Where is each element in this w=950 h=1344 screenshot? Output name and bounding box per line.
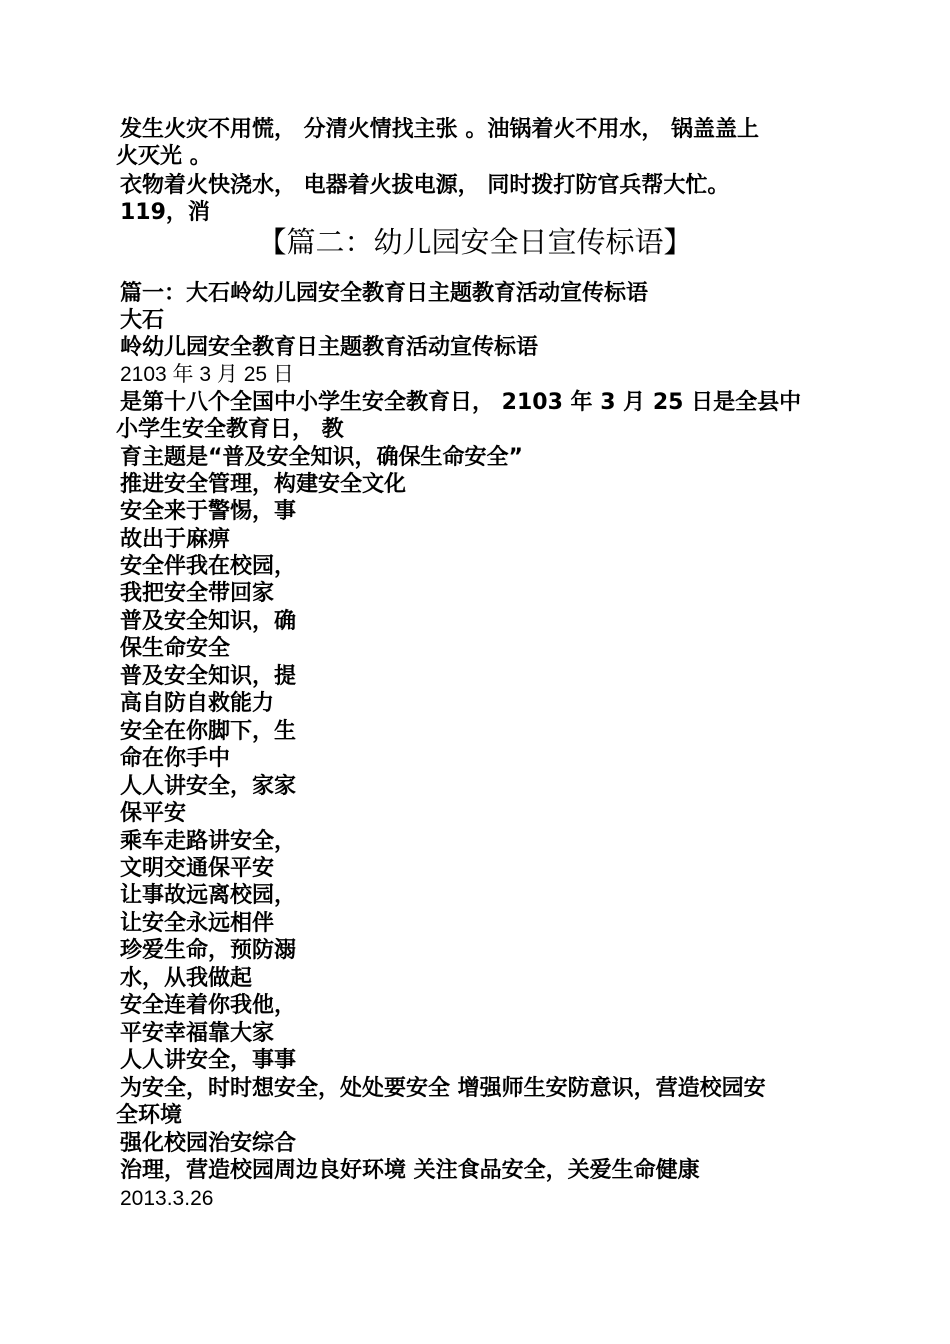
date-line: 2103 年 3 月 25 日 [120, 363, 294, 386]
text-line: 平安幸福靠大家 [120, 1021, 275, 1046]
text-line: 人人讲安全，家家 [120, 774, 297, 799]
text-line: 岭幼儿园安全教育日主题教育活动宣传标语 [120, 335, 539, 360]
text-line: 珍爱生命，预防溺 [120, 938, 297, 963]
date-line: 2013.3.26 [120, 1187, 214, 1210]
text-line: 治理，营造校园周边良好环境 关注食品安全，关爱生命健康 [120, 1158, 700, 1183]
text-line: 是第十八个全国中小学生安全教育日， 2103 年 3 月 25 日是全县中 [120, 390, 802, 415]
text-line: 强化校园治安综合 [120, 1131, 297, 1156]
text-line: 衣物着火快浇水， 电器着火拔电源， 同时拨打防官兵帮大忙。 [120, 173, 730, 198]
text-line: 为安全，时时想安全，处处要安全 增强师生安防意识，营造校园安 [120, 1076, 766, 1101]
text-line: 普及安全知识，提 [120, 664, 297, 689]
text-line: 命在你手中 [120, 746, 231, 771]
text-line: 育主题是“普及安全知识，确保生命安全” [120, 445, 523, 470]
text-line: 故出于麻痹 [120, 527, 231, 552]
text-line: 保平安 [120, 801, 187, 826]
text-line: 高自防自救能力 [120, 691, 275, 716]
text-line: 119，消 [120, 200, 210, 225]
text-line: 保生命安全 [120, 636, 231, 661]
text-line: 推进安全管理，构建安全文化 [120, 472, 407, 497]
text-line: 安全在你脚下，生 [120, 719, 297, 744]
text-line: 全环境 [116, 1103, 183, 1128]
text-line: 安全连着你我他， [120, 993, 297, 1018]
text-line: 我把安全带回家 [120, 581, 275, 606]
text-line: 文明交通保平安 [120, 856, 275, 881]
text-line: 火灭光 。 [116, 144, 212, 169]
text-line: 安全来于警惕，事 [120, 499, 297, 524]
text-line: 大石 [120, 308, 165, 333]
text-line: 安全伴我在校园， [120, 554, 297, 579]
text-line: 普及安全知识，确 [120, 609, 297, 634]
text-line: 篇一：大石岭幼儿园安全教育日主题教育活动宣传标语 [120, 281, 649, 306]
text-line: 水，从我做起 [120, 966, 253, 991]
text-line: 乘车走路讲安全， [120, 829, 297, 854]
section-heading: 【篇二：幼儿园安全日宣传标语】 [257, 225, 693, 259]
text-line: 人人讲安全，事事 [120, 1048, 297, 1073]
text-line: 小学生安全教育日， 教 [116, 417, 344, 442]
text-line: 发生火灾不用慌， 分清火情找主张 。油锅着火不用水， 锅盖盖上 [120, 117, 759, 142]
text-line: 让安全永远相伴 [120, 911, 275, 936]
text-line: 让事故远离校园， [120, 883, 297, 908]
